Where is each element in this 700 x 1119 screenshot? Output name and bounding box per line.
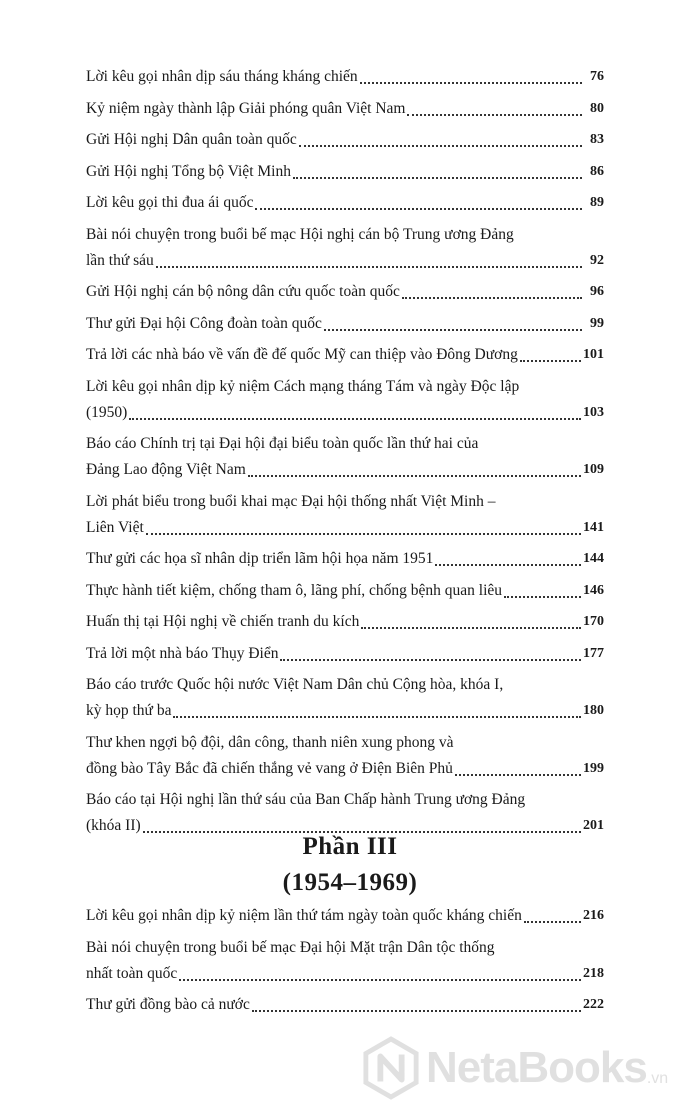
toc-page-number: 80 [590,100,604,116]
toc-entry-last-line [86,961,604,987]
toc-entry [86,127,604,153]
toc-entry-last-line [86,641,604,667]
toc-entry-last-line [86,159,604,185]
part-title: Phần III [302,833,398,860]
toc-entry-title: Huấn thị tại Hội nghị về chiến tranh du kích [86,613,360,630]
toc-entry-title-line: Báo cáo Chính trị tại Đại hội đại biểu toàn quốc lần thứ hai của [86,435,479,452]
toc-page-number: 103 [583,404,604,420]
toc-entry-title: Thư gửi Đại hội Công đoàn toàn quốc [86,314,322,332]
toc-entry-last-line [86,342,604,368]
toc-page-number: 222 [583,997,604,1012]
dot-leader [280,659,581,661]
toc-entry-title-line: Lời kêu gọi nhân dịp kỷ niệm Cách mạng tháng Tám và ngày Độc lập [86,377,520,395]
toc-entry-title: Thư gửi đồng bào cả nước [86,996,250,1013]
watermark-suffix: .vn [646,1070,669,1087]
dot-leader [293,177,582,179]
part-years: (1954–1969) [282,869,418,896]
toc-page-number: 199 [583,760,604,776]
dot-leader [402,297,582,299]
toc-entry [86,730,604,782]
toc-page-number: 177 [583,645,604,661]
toc-entry [86,311,604,337]
toc-entry [86,787,604,839]
toc-page-number: 144 [583,551,604,566]
toc-page-number: 76 [590,69,604,84]
toc-entry [86,672,604,724]
toc-entry-title: Kỷ niệm ngày thành lập Giải phóng quân Việt Nam [86,99,406,117]
toc-entry-last-line [86,279,604,305]
toc-entry-title: Gửi Hội nghị Tổng bộ Việt Minh [86,162,291,180]
toc-entry-title: Gửi Hội nghị cán bộ nông dân cứu quốc toàn quốc [86,283,400,300]
dot-leader [173,716,581,718]
toc-entry-title: Liên Việt [86,518,144,536]
toc-entry-title-line: Bài nói chuyện trong buổi bế mạc Hội nghị cán bộ Trung ương Đảng [86,225,514,243]
toc-page-number: 218 [583,965,604,981]
toc-page-number: 170 [583,614,604,629]
toc-entry-title: (khóa II) [86,817,141,834]
toc-page-number: 141 [583,519,604,535]
toc-entry-title-line: Lời phát biểu trong buổi khai mạc Đại hội thống nhất Việt Minh – [86,492,496,510]
toc-entry-title: Trả lời các nhà báo về vấn đề đế quốc Mỹ can thiệp vào Đông Dương [86,346,518,363]
toc-entry-last-line [86,457,604,483]
toc-entry-title-line: Bài nói chuyện trong buổi bế mạc Đại hội Mặt trận Dân tộc thống [86,938,495,956]
toc-page-number: 96 [590,284,604,299]
dot-leader [504,596,581,598]
dot-leader [299,145,582,147]
toc-page-number: 89 [590,195,604,210]
toc-part2-list [86,64,604,845]
toc-entry-last-line [86,96,604,122]
toc-entry-title: Gửi Hội nghị Dân quân toàn quốc [86,131,297,148]
toc-entry [86,546,604,572]
toc-entry [86,222,604,274]
toc-entry [86,992,604,1018]
toc-page-number: 216 [583,908,604,923]
toc-part3-list [86,903,604,1024]
toc-entry [86,609,604,635]
toc-entry [86,342,604,368]
watermark [362,1028,692,1108]
toc-entry-title-line: Thư khen ngợi bộ đội, dân công, thanh niên xung phong và [86,733,454,751]
toc-entry-last-line [86,903,604,929]
toc-entry [86,279,604,305]
toc-entry [86,431,604,483]
toc-page-number: 146 [583,582,604,598]
netabooks-logo-icon [362,1036,420,1100]
toc-entry [86,641,604,667]
toc-entry-last-line [86,578,604,604]
toc-entry [86,64,604,90]
toc-page-number: 101 [583,347,604,362]
toc-entry [86,374,604,426]
toc-entry-last-line [86,609,604,635]
toc-page-number: 99 [590,315,604,331]
toc-entry-last-line [86,515,604,541]
dot-leader [360,82,582,84]
toc-entry-last-line [86,698,604,724]
dot-leader [435,564,581,566]
dot-leader [248,475,581,477]
toc-entry [86,159,604,185]
dot-leader [455,774,581,776]
toc-page-number: 92 [590,252,604,268]
toc-entry-title: kỳ họp thứ ba [86,702,172,719]
toc-entry-title: đồng bào Tây Bắc đã chiến thắng vẻ vang ở Điện Biên Phủ [86,759,453,777]
toc-entry-title: (1950) [86,403,128,421]
toc-entry-title-line: Báo cáo trước Quốc hội nước Việt Nam Dân chủ Cộng hòa, khóa I, [86,676,504,693]
toc-entry-title: Thư gửi các họa sĩ nhân dịp triển lãm hội họa năm 1951 [86,550,434,567]
dot-leader [361,627,581,629]
toc-page-number: 83 [590,132,604,147]
toc-page-number: 180 [583,703,604,718]
toc-page-number: 201 [583,818,604,833]
toc-entry-last-line [86,992,604,1018]
toc-entry [86,190,604,216]
dot-leader [407,114,582,116]
watermark-brand: NetaBooks [426,1043,647,1092]
toc-entry-title: Lời kêu gọi nhân dịp sáu tháng kháng chiến [86,68,358,85]
dot-leader [252,1010,581,1012]
toc-entry-last-line [86,756,604,782]
dot-leader [156,266,582,268]
toc-entry-last-line [86,546,604,572]
toc-entry [86,578,604,604]
dot-leader [129,418,581,420]
toc-entry [86,96,604,122]
toc-entry-last-line [86,311,604,337]
toc-entry-last-line [86,248,604,274]
toc-entry-title: Lời kêu gọi nhân dịp kỷ niệm lần thứ tám ngày toàn quốc kháng chiến [86,907,522,924]
toc-page-number: 109 [583,462,604,477]
dot-leader [324,329,582,331]
dot-leader [179,979,581,981]
toc-entry-last-line [86,127,604,153]
toc-entry-title: nhất toàn quốc [86,964,178,982]
toc-entry-last-line [86,400,604,426]
toc-entry-title: Trả lời một nhà báo Thụy Điển [86,644,279,662]
toc-entry-title: lần thứ sáu [86,251,154,269]
toc-entry-last-line [86,190,604,216]
dot-leader [255,208,582,210]
toc-entry [86,935,604,987]
toc-entry [86,903,604,929]
toc-entry-title-line: Báo cáo tại Hội nghị lần thứ sáu của Ban Chấp hành Trung ương Đảng [86,791,526,808]
toc-page-number: 86 [590,163,604,179]
dot-leader [520,360,581,362]
toc-entry [86,489,604,541]
dot-leader [146,533,581,535]
toc-entry-last-line [86,64,604,90]
toc-entry-title: Đảng Lao động Việt Nam [86,461,246,478]
toc-entry-title: Lời kêu gọi thi đua ái quốc [86,194,254,211]
toc-entry-title: Thực hành tiết kiệm, chống tham ô, lãng phí, chống bệnh quan liêu [86,581,503,599]
dot-leader [524,921,581,923]
